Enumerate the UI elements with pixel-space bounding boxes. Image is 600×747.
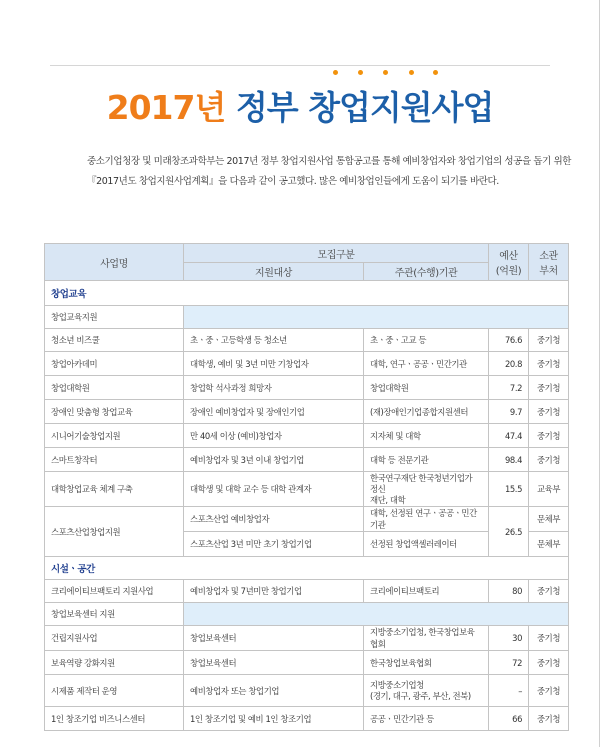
row-budget: 15.5 xyxy=(489,472,529,507)
row-budget: – xyxy=(489,675,529,707)
row-org-line: 재단, 대학 xyxy=(370,494,406,505)
row-budget: 76.6 xyxy=(489,329,529,352)
table-row xyxy=(45,376,569,400)
table-row xyxy=(45,424,569,448)
row-target: 예비창업자 및 3년 이내 창업기업 xyxy=(184,448,364,472)
row-org-line: (경기, 대구, 광주, 부산, 전북) xyxy=(370,690,471,701)
table-row xyxy=(45,400,569,424)
row-budget: 47.4 xyxy=(489,424,529,448)
row-name: 창업대학원 xyxy=(45,376,184,400)
row-budget: 7.2 xyxy=(489,376,529,400)
row-target: 창업학 석사과정 희망자 xyxy=(184,376,364,400)
intro-line: 중소기업청장 및 미래창조과학부는 2017년 정부 창업지원사업 통합공고를 통해 예비창업자와 창업기업의 성공을 돕기 위한 xyxy=(87,156,572,167)
header-target: 지원대상 xyxy=(184,263,364,281)
row-org: 지자체 및 대학 xyxy=(364,424,489,448)
row-name: 창업교육지원 xyxy=(45,306,184,329)
row-org: 한국창업보육협회 xyxy=(364,651,489,675)
row-dept: 중기청 xyxy=(529,376,569,400)
row-target: 스포츠산업 3년 미만 초기 창업기업 xyxy=(184,532,364,557)
table-row xyxy=(45,603,569,626)
dot xyxy=(383,70,388,75)
header-budget-line: 예산 xyxy=(499,251,518,262)
row-target: 만 40세 이상 (예비)창업자 xyxy=(184,424,364,448)
row-blank xyxy=(184,306,569,329)
title-main: 정부 창업지원사업 xyxy=(235,88,494,127)
row-dept: 중기청 xyxy=(529,580,569,603)
row-name: 창업아카데미 xyxy=(45,352,184,376)
row-dept: 중기청 xyxy=(529,400,569,424)
row-org-line: 지방중소기업청 xyxy=(370,679,424,690)
row-name: 시제품 제작터 운영 xyxy=(45,675,184,707)
header-name: 사업명 xyxy=(45,244,184,281)
row-blank xyxy=(184,603,569,626)
row-name: 스마트창작터 xyxy=(45,448,184,472)
title-dots xyxy=(0,70,600,80)
row-dept: 중기청 xyxy=(529,707,569,731)
row-target: 예비창업자 및 7년미만 창업기업 xyxy=(184,580,364,603)
row-target: 창업보육센터 xyxy=(184,626,364,651)
header-org: 주관(수행)기관 xyxy=(364,263,489,281)
row-budget: 26.5 xyxy=(489,507,529,557)
table-row xyxy=(45,329,569,352)
row-dept: 중기청 xyxy=(529,675,569,707)
row-org: 선정된 창업액셀러레이터 xyxy=(364,532,489,557)
row-target: 장애인 예비창업자 및 장애인기업 xyxy=(184,400,364,424)
table-row xyxy=(45,651,569,675)
row-budget: 72 xyxy=(489,651,529,675)
header-dept-line: 소관 xyxy=(539,251,558,262)
row-org: (재)장애인기업종합지원센터 xyxy=(364,400,489,424)
page-title xyxy=(0,82,600,129)
row-name: 스포츠산업창업지원 xyxy=(45,507,184,557)
row-budget: 80 xyxy=(489,580,529,603)
row-org: 지방중소기업청, 한국창업보육협회 xyxy=(364,626,489,651)
row-name: 대학창업교육 체계 구축 xyxy=(45,472,184,507)
row-name: 장애인 맞춤형 창업교육 xyxy=(45,400,184,424)
row-budget: 66 xyxy=(489,707,529,731)
support-program-table xyxy=(44,243,568,731)
table-row xyxy=(45,675,569,707)
header-dept-line: 부처 xyxy=(539,266,558,277)
row-org: 창업대학원 xyxy=(364,376,489,400)
row-dept: 중기청 xyxy=(529,424,569,448)
row-budget: 20.8 xyxy=(489,352,529,376)
row-org: 공공ㆍ민간기관 등 xyxy=(364,707,489,731)
header-recruit: 모집구분 xyxy=(184,244,489,263)
header-budget xyxy=(489,244,529,281)
row-target: 예비창업자 또는 창업기업 xyxy=(184,675,364,707)
table-row xyxy=(45,507,569,532)
table-row xyxy=(45,306,569,329)
table-row xyxy=(45,626,569,651)
row-org: 대학, 선정된 연구ㆍ공공ㆍ민간기관 xyxy=(364,507,489,532)
row-org: 크리에이티브팩토리 xyxy=(364,580,489,603)
dot xyxy=(433,70,438,75)
dot xyxy=(358,70,363,75)
intro-paragraph xyxy=(87,152,572,192)
row-org-line: 한국연구재단 한국청년기업가 정신 xyxy=(370,472,473,494)
row-dept: 중기청 xyxy=(529,626,569,651)
dot xyxy=(333,70,338,75)
dot xyxy=(409,70,414,75)
row-name: 청소년 비즈쿨 xyxy=(45,329,184,352)
row-name: 시니어기술창업지원 xyxy=(45,424,184,448)
title-year: 2017년 xyxy=(106,88,226,127)
row-budget: 9.7 xyxy=(489,400,529,424)
table-row xyxy=(45,352,569,376)
row-org: 대학, 연구ㆍ공공ㆍ민간기관 xyxy=(364,352,489,376)
row-name: 1인 창조기업 비즈니스센터 xyxy=(45,707,184,731)
row-target: 초ㆍ중ㆍ고등학생 등 청소년 xyxy=(184,329,364,352)
table-row xyxy=(45,707,569,731)
row-name: 건립지원사업 xyxy=(45,626,184,651)
row-dept: 문체부 xyxy=(529,532,569,557)
row-dept: 중기청 xyxy=(529,329,569,352)
row-dept: 중기청 xyxy=(529,448,569,472)
table-row xyxy=(45,472,569,507)
row-target: 1인 창조기업 및 예비 1인 창조기업 xyxy=(184,707,364,731)
row-target: 대학생, 예비 및 3년 미만 기창업자 xyxy=(184,352,364,376)
row-target: 대학생 및 대학 교수 등 대학 관계자 xyxy=(184,472,364,507)
row-dept: 문체부 xyxy=(529,507,569,532)
table-row xyxy=(45,580,569,603)
row-org: 대학 등 전문기관 xyxy=(364,448,489,472)
row-name: 크리에이티브팩토리 지원사업 xyxy=(45,580,184,603)
row-dept: 중기청 xyxy=(529,352,569,376)
row-dept: 교육부 xyxy=(529,472,569,507)
header-dept xyxy=(529,244,569,281)
row-target: 창업보육센터 xyxy=(184,651,364,675)
row-org xyxy=(364,675,489,707)
row-org xyxy=(364,472,489,507)
section-title: 창업교육 xyxy=(45,281,569,306)
row-name: 보육역량 강화지원 xyxy=(45,651,184,675)
row-budget: 30 xyxy=(489,626,529,651)
row-dept: 중기청 xyxy=(529,651,569,675)
intro-line: 『2017년도 창업지원사업계획』을 다음과 같이 공고했다. 많은 예비창업인들에게 도움이 되기를 바란다. xyxy=(87,176,499,187)
row-budget: 98.4 xyxy=(489,448,529,472)
top-rule xyxy=(50,65,550,66)
table-row xyxy=(45,448,569,472)
section-title: 시설ㆍ공간 xyxy=(45,557,569,580)
header-budget-line: (억원) xyxy=(495,266,522,277)
row-org: 초ㆍ중ㆍ고교 등 xyxy=(364,329,489,352)
row-name: 창업보육센터 지원 xyxy=(45,603,184,626)
row-target: 스포츠산업 예비창업자 xyxy=(184,507,364,532)
